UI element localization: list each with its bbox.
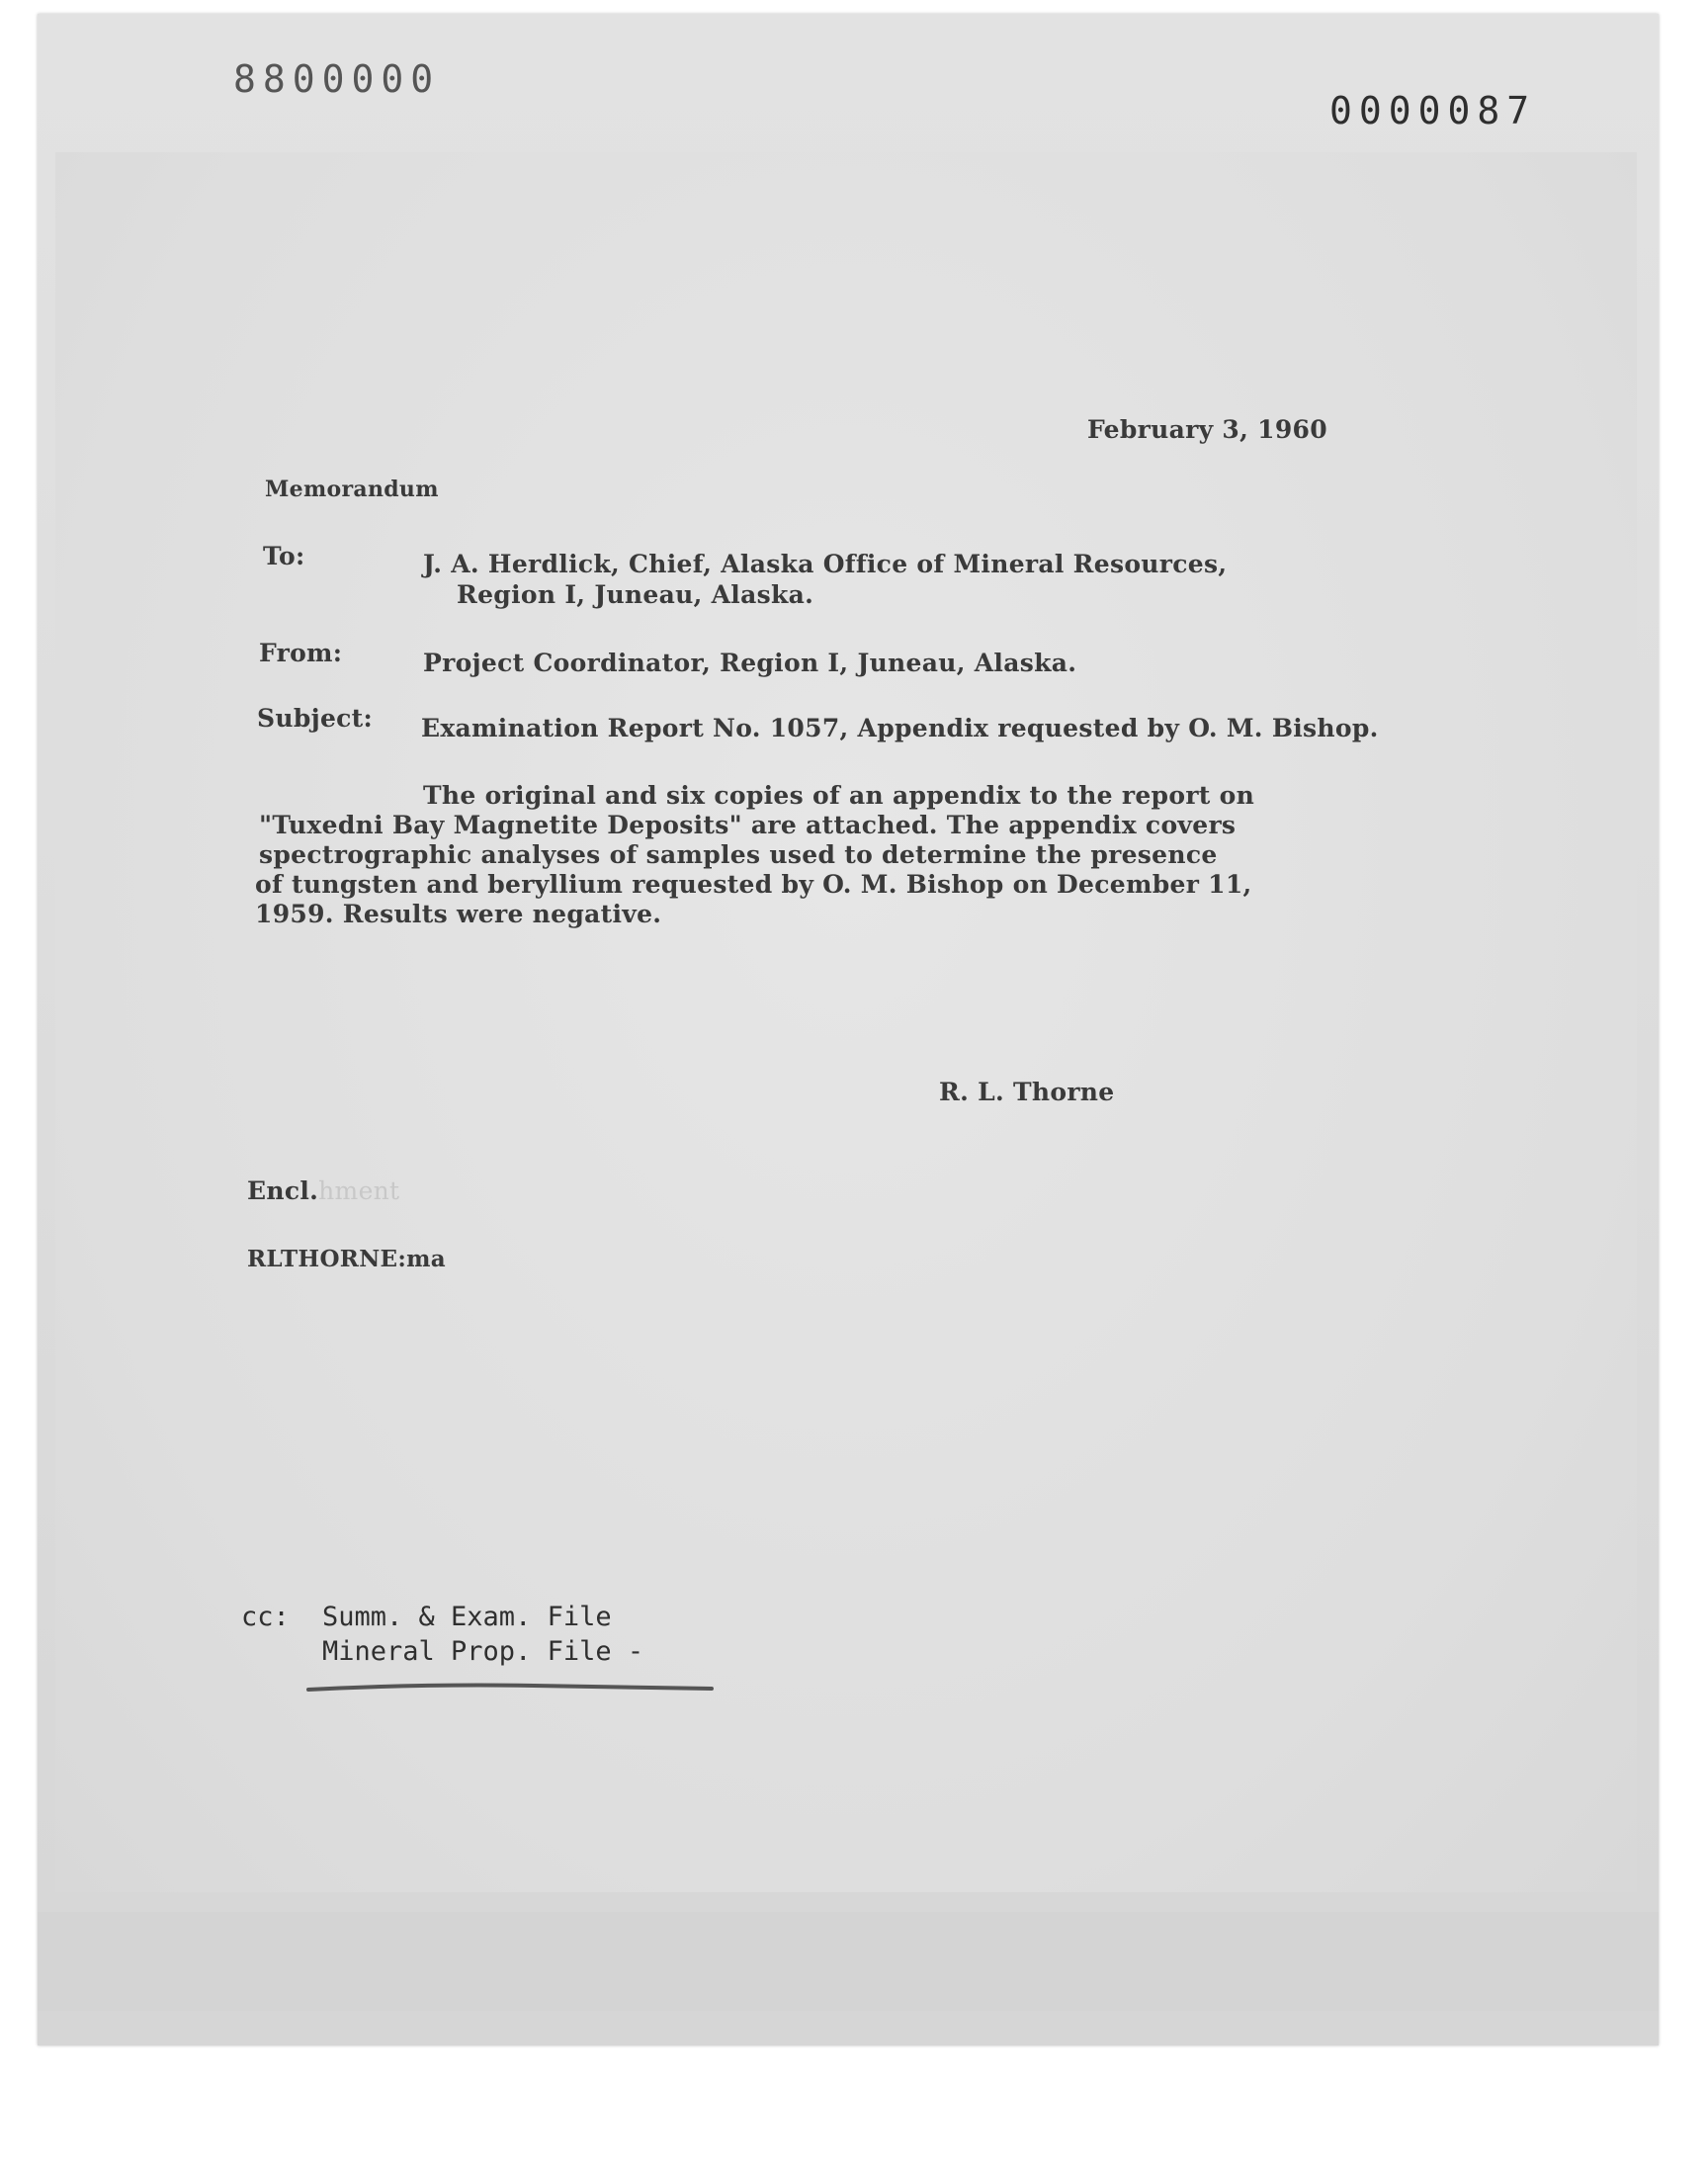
memo-date: February 3, 1960 [1087,415,1327,444]
from-label: From: [259,639,343,667]
subject-value: Examination Report No. 1057, Appendix requested by O. M. Bishop. [421,714,1379,742]
enclosure-faded-text: hment [318,1176,400,1205]
page-bottom-band [38,1912,1659,2011]
to-line-2: Region I, Juneau, Alaska. [457,580,814,609]
stamp-number-left: 8800000 [233,57,441,101]
signature-name: R. L. Thorne [939,1078,1115,1106]
typist-initials: RLTHORNE:ma [247,1246,446,1272]
subject-label: Subject: [257,704,374,733]
enclosure-line [247,1176,399,1205]
body-line-2: "Tuxedni Bay Magnetite Deposits" are attached. The appendix covers [259,811,1237,839]
handwritten-underline [306,1683,714,1693]
stamp-number-right: 0000087 [1329,89,1537,132]
from-value: Project Coordinator, Region I, Juneau, Alaska. [423,649,1077,677]
to-label: To: [263,542,305,570]
page-body-shading [55,152,1637,1892]
body-line-5: 1959. Results were negative. [255,900,662,928]
cc-label: cc: [241,1602,290,1632]
body-line-4: of tungsten and beryllium requested by O. M. Bishop on December 11, [255,870,1252,899]
memo-heading: Memorandum [265,477,439,502]
body-line-3: spectrographic analyses of samples used to determine the presence [259,840,1218,869]
body-line-1: The original and six copies of an appendix to the report on [423,781,1255,810]
cc-line-2: Mineral Prop. File - [322,1636,644,1667]
to-line-1: J. A. Herdlick, Chief, Alaska Office of Mineral Resources, [423,550,1228,578]
enclosure-label: Encl. [247,1176,319,1205]
cc-line-1: Summ. & Exam. File [322,1602,612,1632]
document-page [38,14,1659,2045]
